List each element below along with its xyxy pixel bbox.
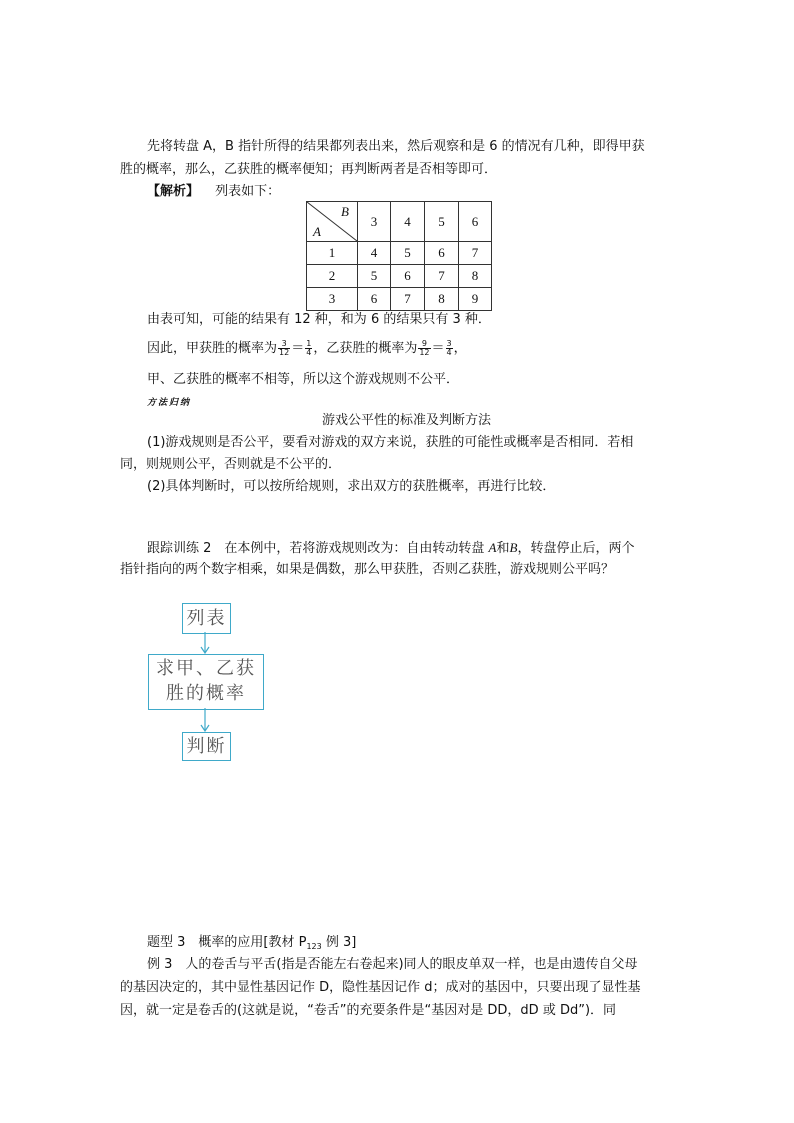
probability-prefix: 因此，甲获胜的概率为 xyxy=(147,341,278,356)
arrow-down-icon xyxy=(199,632,211,654)
corner-label-a: A xyxy=(313,224,321,239)
table-col-header: 3 xyxy=(358,202,391,242)
table-cell: 6 xyxy=(391,265,425,288)
table-cell: 8 xyxy=(425,288,459,311)
fraction: $\frac{9}{12}$ xyxy=(419,339,430,357)
example3-line-1: 例 3 人的卷舌与平舌(指是否能左右卷起来)同人的眼皮单双一样，也是由遗传自父母 xyxy=(147,957,638,972)
example3-line-2: 的基因决定的，其中显性基因记作 D，隐性基因记作 d；成对的基因中，只要出现了显性基 xyxy=(120,980,641,995)
probability-end: ， xyxy=(453,341,467,356)
analysis-line-1: 先将转盘 A，B 指针所得的结果都列表出来，然后观察和是 6 的情况有几种，即得甲获 xyxy=(147,139,645,154)
practice-text: 和 xyxy=(496,541,510,556)
result-line: 由表可知，可能的结果有 12 种，和为 6 的结果只有 3 种． xyxy=(147,312,491,327)
topic3-heading xyxy=(147,934,356,956)
table-cell: 5 xyxy=(358,265,391,288)
flow-step-list: 列表 xyxy=(182,603,231,634)
flow-step-probability-line2: 胜的概率 xyxy=(166,683,246,704)
variable-b: B xyxy=(509,540,518,555)
fraction: $\frac{1}{4}$ xyxy=(306,339,312,357)
conclusion-line: 甲、乙获胜的概率不相等，所以这个游戏规则不公平． xyxy=(147,372,460,387)
table-row xyxy=(307,242,492,265)
table-cell: 6 xyxy=(358,288,391,311)
flow-step-probability xyxy=(148,654,264,710)
practice-text: 跟踪训练 2 在本例中，若将游戏规则改为：自由转动转盘 xyxy=(147,541,489,556)
table-header-row xyxy=(307,202,492,242)
table-cell: 7 xyxy=(459,242,492,265)
table-col-header: 6 xyxy=(459,202,492,242)
solution-text: 列表如下： xyxy=(215,184,281,199)
table-col-header: 4 xyxy=(391,202,425,242)
equals-sign: ＝ xyxy=(291,341,305,356)
topic3-page-sub: 123 xyxy=(306,942,322,951)
fraction: $\frac{3}{4}$ xyxy=(446,339,452,357)
arrow-down-icon xyxy=(199,708,211,732)
practice-text: ，转盘停止后，两个 xyxy=(517,541,635,556)
probability-mid: ，乙获胜的概率为 xyxy=(313,341,418,356)
flow-step-judge: 判断 xyxy=(182,732,231,761)
solution-heading xyxy=(147,183,280,201)
method-item-2: (2)具体判断时，可以按所给规则，求出双方的获胜概率，再进行比较． xyxy=(147,479,556,494)
method-item-1-cont: 同，则规则公平，否则就是不公平的． xyxy=(120,457,342,472)
table-cell: 6 xyxy=(425,242,459,265)
table-row-label: 2 xyxy=(307,265,358,288)
table-row-label: 1 xyxy=(307,242,358,265)
solution-tag: 【解析】 xyxy=(147,184,200,199)
variable-a: A xyxy=(488,540,497,555)
table-row xyxy=(307,265,492,288)
outcome-table xyxy=(306,201,492,311)
topic3-suffix: 例 3] xyxy=(321,935,357,950)
table-cell: 7 xyxy=(391,288,425,311)
topic3-prefix: 题型 3 概率的应用[教材 P xyxy=(147,935,307,950)
table-corner-cell xyxy=(307,202,358,242)
table-cell: 9 xyxy=(459,288,492,311)
table-cell: 5 xyxy=(391,242,425,265)
analysis-line-2: 胜的概率，那么，乙获胜的概率便知；再判断两者是否相等即可． xyxy=(120,162,498,177)
table-row xyxy=(307,288,492,311)
example3-line-3: 因，就一定是卷舌的(这就是说，“卷舌”的充要条件是“基因对是 DD，dD 或 Dd”)．同 xyxy=(120,1003,617,1018)
table-row-label: 3 xyxy=(307,288,358,311)
method-item-1: (1)游戏规则是否公平，要看对游戏的双方来说，获胜的可能性或概率是否相同．若相 xyxy=(147,435,634,450)
fraction: $\frac{3}{12}$ xyxy=(279,339,290,357)
table-cell: 7 xyxy=(425,265,459,288)
method-title: 游戏公平性的标准及判断方法 xyxy=(322,413,492,428)
corner-label-b: B xyxy=(341,204,349,219)
equals-sign: ＝ xyxy=(431,341,445,356)
table-cell: 8 xyxy=(459,265,492,288)
table-cell: 4 xyxy=(358,242,391,265)
flow-step-probability-line1: 求甲、乙获 xyxy=(156,658,256,679)
probability-line xyxy=(147,338,467,360)
practice-line-2: 指针指向的两个数字相乘，如果是偶数，那么甲获胜，否则乙获胜，游戏规则公平吗？ xyxy=(120,562,615,577)
method-label: 方法归纳 xyxy=(147,398,192,408)
practice-line-1 xyxy=(147,539,634,558)
table-col-header: 5 xyxy=(425,202,459,242)
